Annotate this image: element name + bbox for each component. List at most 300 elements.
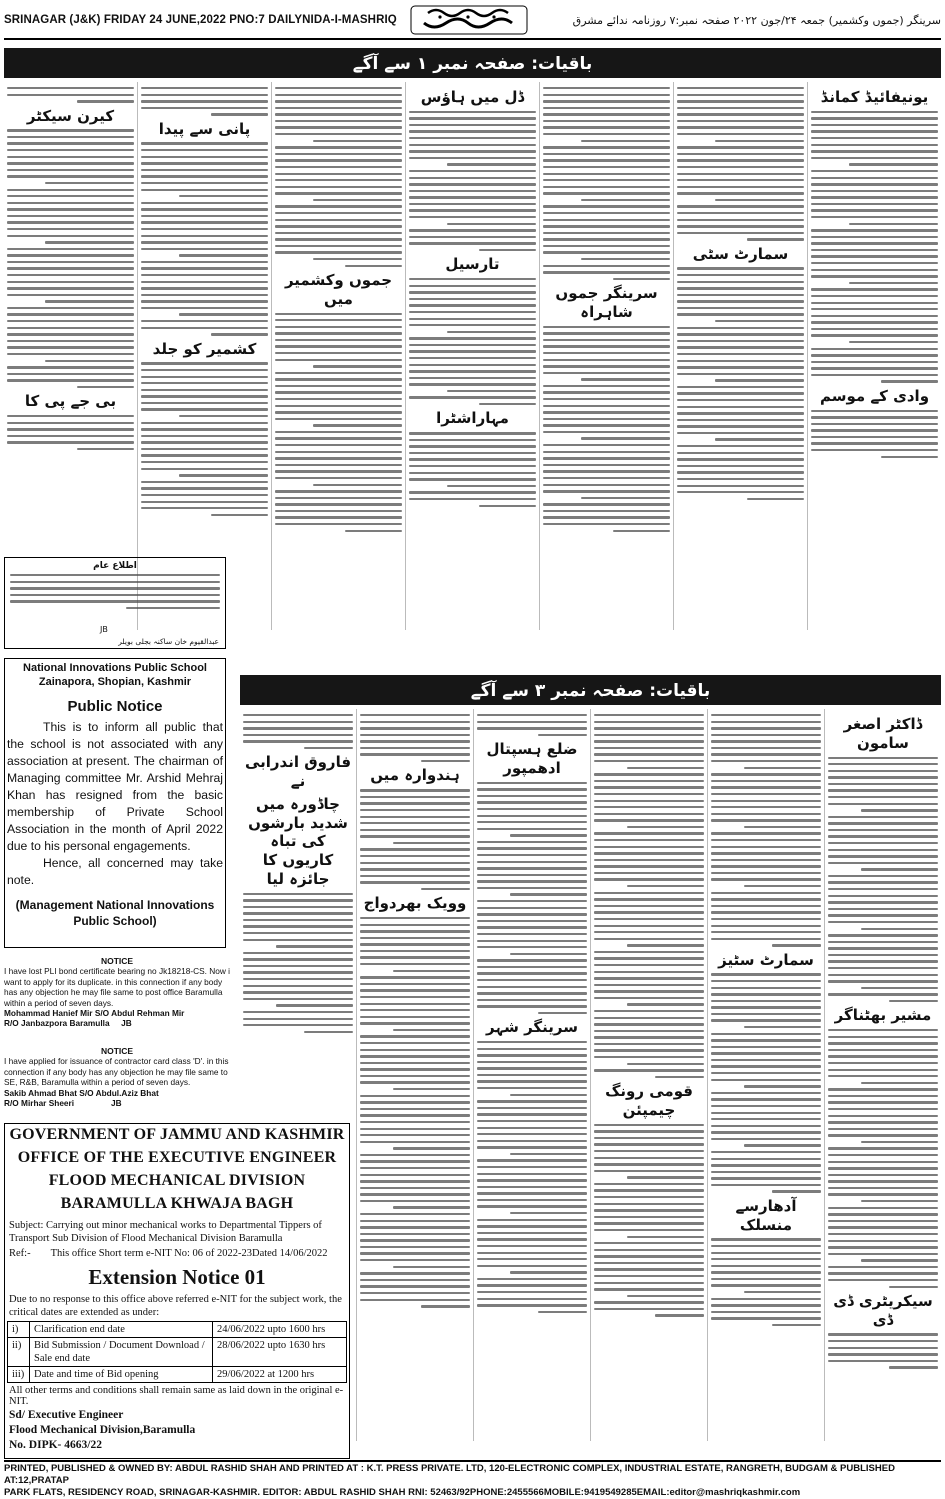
text-line xyxy=(409,344,536,346)
text-line xyxy=(811,203,938,205)
text-line xyxy=(477,782,587,784)
article-heading: وویک بھردواج xyxy=(363,894,467,913)
text-line xyxy=(141,202,268,204)
text-line xyxy=(409,157,536,159)
text-line xyxy=(141,149,268,151)
text-line xyxy=(360,816,470,818)
text-line xyxy=(828,1147,938,1149)
text-block xyxy=(7,415,134,450)
text-line xyxy=(141,422,268,424)
text-line xyxy=(538,734,588,736)
masthead-dateline: SRINAGAR (J&K) FRIDAY 24 JUNE,2022 PNO:7 DAILYNIDA-I-MASHRIQ xyxy=(4,14,397,26)
text-line xyxy=(275,159,402,161)
text-line xyxy=(594,846,704,848)
text-line xyxy=(655,1076,705,1078)
text-line xyxy=(313,484,402,486)
text-line xyxy=(711,1112,821,1114)
text-line xyxy=(477,1173,587,1175)
text-line xyxy=(179,415,268,417)
gov-office: OFFICE OF THE EXECUTIVE ENGINEER xyxy=(17,1149,337,1166)
urdu-public-notice xyxy=(4,557,226,649)
text-line xyxy=(360,983,470,985)
government-extension-notice xyxy=(4,1123,350,1459)
text-line xyxy=(543,516,670,518)
text-line xyxy=(594,1150,704,1152)
text-line xyxy=(243,939,353,941)
text-line xyxy=(477,946,587,948)
text-line xyxy=(7,281,134,283)
text-line xyxy=(594,997,704,999)
school-location: Zainapora, Shopian, Kashmir xyxy=(38,676,192,688)
text-line xyxy=(772,1190,822,1192)
text-line xyxy=(711,727,821,729)
text-line xyxy=(594,951,704,953)
text-line xyxy=(543,365,670,367)
text-line xyxy=(828,1272,938,1274)
text-line xyxy=(811,361,938,363)
article-column xyxy=(137,82,271,630)
text-line xyxy=(360,996,470,998)
text-line xyxy=(141,267,268,269)
text-line xyxy=(477,933,587,935)
text-line xyxy=(275,411,402,413)
text-line xyxy=(543,179,670,181)
text-line xyxy=(360,1154,470,1156)
text-line xyxy=(711,786,821,788)
text-line xyxy=(477,861,587,863)
article-column xyxy=(807,82,941,630)
text-line xyxy=(711,747,821,749)
text-block xyxy=(828,1029,938,1288)
text-line xyxy=(7,366,134,368)
text-line xyxy=(861,1141,938,1143)
text-line xyxy=(510,953,587,955)
text-line xyxy=(677,274,804,276)
text-line xyxy=(477,1232,587,1234)
text-line xyxy=(828,1180,938,1182)
continuation-banner-page3: باقیات: صفحہ نمبر ۳ سے آگے xyxy=(240,675,941,705)
text-line xyxy=(711,1252,821,1254)
masthead xyxy=(4,4,941,36)
text-line xyxy=(828,796,938,798)
text-line xyxy=(828,776,938,778)
text-line xyxy=(594,852,704,854)
text-line xyxy=(677,294,804,296)
text-line xyxy=(538,1012,588,1014)
text-line xyxy=(744,1291,821,1293)
text-line xyxy=(447,223,536,225)
text-line xyxy=(711,714,821,716)
notice-body xyxy=(5,715,225,889)
text-line xyxy=(477,828,587,830)
text-line xyxy=(594,892,704,894)
text-line xyxy=(594,1157,704,1159)
text-line xyxy=(179,195,268,197)
notice-paragraph: This is to inform all public that the school is not associated with any association at present. The chairman of Managing committee Mr. Arshid Mehraj Khan has resigned from the basic membership of Private School Association in the month of April 2022 due to his personal engagements. xyxy=(7,720,223,853)
text-line xyxy=(543,391,670,393)
gov-due-text: Due to no response to this office above referred e-NIT for the subject work, the critical dates are extended as under: xyxy=(9,1294,342,1318)
text-line xyxy=(126,607,221,609)
text-line xyxy=(7,313,134,315)
text-line xyxy=(447,163,536,165)
text-line xyxy=(409,318,536,320)
text-line xyxy=(828,1187,938,1189)
text-line xyxy=(360,1101,470,1103)
text-line xyxy=(594,1249,704,1251)
text-line xyxy=(477,1205,587,1207)
table-row: iii) Date and time of Bid opening 29/06/2022 at 1200 hrs xyxy=(8,1367,347,1383)
text-line xyxy=(543,523,670,525)
text-line xyxy=(811,442,938,444)
gov-heading: GOVERNMENT OF JAMMU AND KASHMIR xyxy=(9,1126,345,1143)
extension-title: Extension Notice 01 xyxy=(88,1265,266,1289)
text-line xyxy=(360,930,470,932)
text-line xyxy=(581,140,670,142)
text-line xyxy=(477,1186,587,1188)
text-line xyxy=(594,1288,704,1290)
text-line xyxy=(594,1268,704,1270)
text-line xyxy=(409,177,536,179)
text-line xyxy=(275,359,402,361)
text-line xyxy=(409,304,536,306)
text-line xyxy=(711,1079,821,1081)
text-line xyxy=(594,727,704,729)
text-line xyxy=(275,94,402,96)
text-line xyxy=(581,437,670,439)
text-line xyxy=(477,1278,587,1280)
text-line xyxy=(711,753,821,755)
text-block xyxy=(811,111,938,383)
text-line xyxy=(510,1271,587,1273)
text-line xyxy=(828,1266,938,1268)
text-line xyxy=(409,458,536,460)
text-line xyxy=(304,1031,354,1033)
text-line xyxy=(594,1124,704,1126)
text-line xyxy=(828,1213,938,1215)
text-line xyxy=(275,238,402,240)
text-line xyxy=(275,470,402,472)
text-line xyxy=(828,1233,938,1235)
text-line xyxy=(477,1298,587,1300)
text-line xyxy=(10,594,220,596)
text-line xyxy=(811,177,938,179)
text-line xyxy=(747,498,804,500)
text-line xyxy=(828,770,938,772)
text-line xyxy=(141,507,268,509)
text-line xyxy=(7,202,134,204)
text-line xyxy=(141,481,268,483)
text-line xyxy=(677,445,804,447)
text-line xyxy=(861,928,938,930)
text-line xyxy=(543,444,670,446)
text-line xyxy=(360,1121,470,1123)
article-column xyxy=(590,709,707,1441)
text-line xyxy=(409,209,536,211)
text-line xyxy=(409,364,536,366)
text-line xyxy=(141,182,268,184)
text-line xyxy=(711,1092,821,1094)
text-line xyxy=(811,436,938,438)
text-line xyxy=(141,162,268,164)
text-line xyxy=(360,1259,470,1261)
text-line xyxy=(677,212,804,214)
text-line xyxy=(477,959,587,961)
text-line xyxy=(828,1340,938,1342)
text-line xyxy=(10,600,220,602)
text-line xyxy=(409,190,536,192)
text-line xyxy=(594,957,704,959)
text-line xyxy=(510,893,587,895)
text-line xyxy=(828,862,938,864)
text-line xyxy=(711,1184,821,1186)
text-line xyxy=(477,999,587,1001)
text-line xyxy=(594,938,704,940)
text-line xyxy=(677,107,804,109)
article-heading: کیرن سیکٹر xyxy=(26,106,115,125)
text-line xyxy=(477,841,587,843)
notice-signature: عبدالقیوم خان ساکنہ بجلی بویلر xyxy=(118,637,219,646)
text-line xyxy=(711,1125,821,1127)
text-line xyxy=(594,760,704,762)
text-line xyxy=(409,170,536,172)
text-line xyxy=(510,1212,587,1214)
text-line xyxy=(828,960,938,962)
text-line xyxy=(409,242,536,244)
text-line xyxy=(543,186,670,188)
text-line xyxy=(811,410,938,412)
text-line xyxy=(594,898,704,900)
text-line xyxy=(594,1030,704,1032)
text-line xyxy=(828,835,938,837)
text-line xyxy=(477,1284,587,1286)
text-block xyxy=(477,782,587,1015)
text-line xyxy=(275,464,402,466)
text-line xyxy=(594,1308,704,1310)
text-line xyxy=(677,465,804,467)
text-line xyxy=(141,320,268,322)
text-line xyxy=(360,747,470,749)
text-line xyxy=(594,734,704,736)
text-line xyxy=(594,1216,704,1218)
text-line xyxy=(543,372,670,374)
text-line xyxy=(711,878,821,880)
text-line xyxy=(393,1029,470,1031)
text-line xyxy=(594,971,704,973)
text-line xyxy=(889,1366,939,1368)
text-line xyxy=(828,914,938,916)
text-line xyxy=(594,1203,704,1205)
text-line xyxy=(409,498,536,500)
text-line xyxy=(243,971,353,973)
text-line xyxy=(594,1043,704,1045)
text-line xyxy=(677,153,804,155)
text-line xyxy=(861,809,938,811)
text-line xyxy=(677,94,804,96)
text-line xyxy=(677,281,804,283)
text-line xyxy=(275,437,402,439)
text-line xyxy=(828,803,938,805)
text-line xyxy=(360,1114,470,1116)
text-line xyxy=(477,1005,587,1007)
notice-title: NOTICE xyxy=(100,1046,134,1056)
text-line xyxy=(744,767,821,769)
text-line xyxy=(677,219,804,221)
text-line xyxy=(477,940,587,942)
text-line xyxy=(811,183,938,185)
text-line xyxy=(881,380,938,382)
text-line xyxy=(141,261,268,263)
text-line xyxy=(360,917,470,919)
text-line xyxy=(7,254,134,256)
text-line xyxy=(677,360,804,362)
text-line xyxy=(594,773,704,775)
text-line xyxy=(543,232,670,234)
text-line xyxy=(828,1333,938,1335)
text-line xyxy=(543,352,670,354)
text-line xyxy=(711,1000,821,1002)
text-line xyxy=(477,1219,587,1221)
text-line xyxy=(811,111,938,113)
gov-signatory-division: Flood Mechanical Division,Baramulla xyxy=(9,1424,196,1436)
text-line xyxy=(715,199,804,201)
text-line xyxy=(543,94,670,96)
text-line xyxy=(409,337,536,339)
text-line xyxy=(477,1133,587,1135)
text-line xyxy=(477,1140,587,1142)
text-line xyxy=(711,773,821,775)
text-line xyxy=(141,454,268,456)
text-line xyxy=(243,925,353,927)
text-line xyxy=(141,189,268,191)
text-line xyxy=(828,1360,938,1362)
text-line xyxy=(409,291,536,293)
text-line xyxy=(828,1174,938,1176)
text-line xyxy=(141,327,268,329)
text-line xyxy=(7,373,134,375)
text-line xyxy=(313,258,402,260)
text-line xyxy=(211,333,268,335)
text-line xyxy=(360,1128,470,1130)
text-line xyxy=(409,285,536,287)
text-line xyxy=(360,1141,470,1143)
text-line xyxy=(275,497,402,499)
text-line xyxy=(477,1225,587,1227)
text-line xyxy=(477,795,587,797)
text-line xyxy=(828,934,938,936)
text-line xyxy=(543,153,670,155)
text-line xyxy=(275,113,402,115)
text-line xyxy=(275,107,402,109)
text-line xyxy=(744,826,821,828)
text-line xyxy=(275,418,402,420)
text-line xyxy=(360,1299,470,1301)
text-line xyxy=(360,721,470,723)
text-block xyxy=(828,757,938,1003)
text-line xyxy=(543,212,670,214)
text-line xyxy=(179,254,268,256)
text-line xyxy=(275,431,402,433)
text-line xyxy=(711,1039,821,1041)
text-line xyxy=(828,1029,938,1031)
text-line xyxy=(711,846,821,848)
logo-icon xyxy=(410,5,528,35)
article-heading: ڈاکٹر اصغر سامون xyxy=(843,715,923,752)
text-line xyxy=(360,1009,470,1011)
text-line xyxy=(345,530,402,532)
gov-dipk-number: No. DIPK- 4663/22 xyxy=(9,1439,102,1451)
text-line xyxy=(141,215,268,217)
text-line xyxy=(141,221,268,223)
text-line xyxy=(7,162,134,164)
text-line xyxy=(477,867,587,869)
text-line xyxy=(594,865,704,867)
text-line xyxy=(811,196,938,198)
text-line xyxy=(360,1042,470,1044)
text-line xyxy=(360,822,470,824)
text-line xyxy=(243,985,353,987)
text-line xyxy=(828,888,938,890)
text-line xyxy=(677,458,804,460)
text-line xyxy=(828,783,938,785)
article-heading: ہندوارہ میں xyxy=(370,766,460,785)
article-column xyxy=(356,709,473,1441)
text-line xyxy=(360,1193,470,1195)
text-line xyxy=(613,530,670,532)
text-line xyxy=(811,216,938,218)
text-line xyxy=(477,926,587,928)
text-line xyxy=(811,416,938,418)
text-line xyxy=(811,288,938,290)
imprint-line: PARK FLATS, RESIDENCY ROAD, SRINAGAR-KASHMIR. EDITOR: ABDUL RASHID SHAH RNI: 52463/92PHONE:2455566MOBILE:9419549285EMAIL:editor@mashriqkashmir.com xyxy=(4,1487,801,1498)
text-line xyxy=(594,800,704,802)
text-line xyxy=(409,370,536,372)
text-line xyxy=(10,574,220,576)
text-line xyxy=(141,369,268,371)
text-line xyxy=(7,267,134,269)
text-line xyxy=(594,1170,704,1172)
text-line xyxy=(477,992,587,994)
text-line xyxy=(7,353,134,355)
article-column xyxy=(405,82,539,630)
text-line xyxy=(711,1265,821,1267)
text-line xyxy=(7,248,134,250)
text-line xyxy=(360,1213,470,1215)
text-line xyxy=(677,392,804,394)
text-line xyxy=(811,295,938,297)
upper-article-columns xyxy=(4,82,941,630)
text-line xyxy=(360,796,470,798)
text-line xyxy=(772,1324,822,1326)
text-line xyxy=(243,721,353,723)
text-line xyxy=(141,376,268,378)
text-line xyxy=(828,1246,938,1248)
text-block xyxy=(360,789,470,890)
text-line xyxy=(711,905,821,907)
text-line xyxy=(543,431,670,433)
text-line xyxy=(179,474,268,476)
text-line xyxy=(715,438,804,440)
text-block xyxy=(7,87,134,103)
article-column xyxy=(824,709,941,1441)
text-line xyxy=(360,943,470,945)
text-line xyxy=(594,878,704,880)
text-line xyxy=(477,1304,587,1306)
text-line xyxy=(828,1036,938,1038)
text-line xyxy=(711,1013,821,1015)
article-column xyxy=(271,82,405,630)
text-line xyxy=(275,345,402,347)
text-line xyxy=(360,753,470,755)
